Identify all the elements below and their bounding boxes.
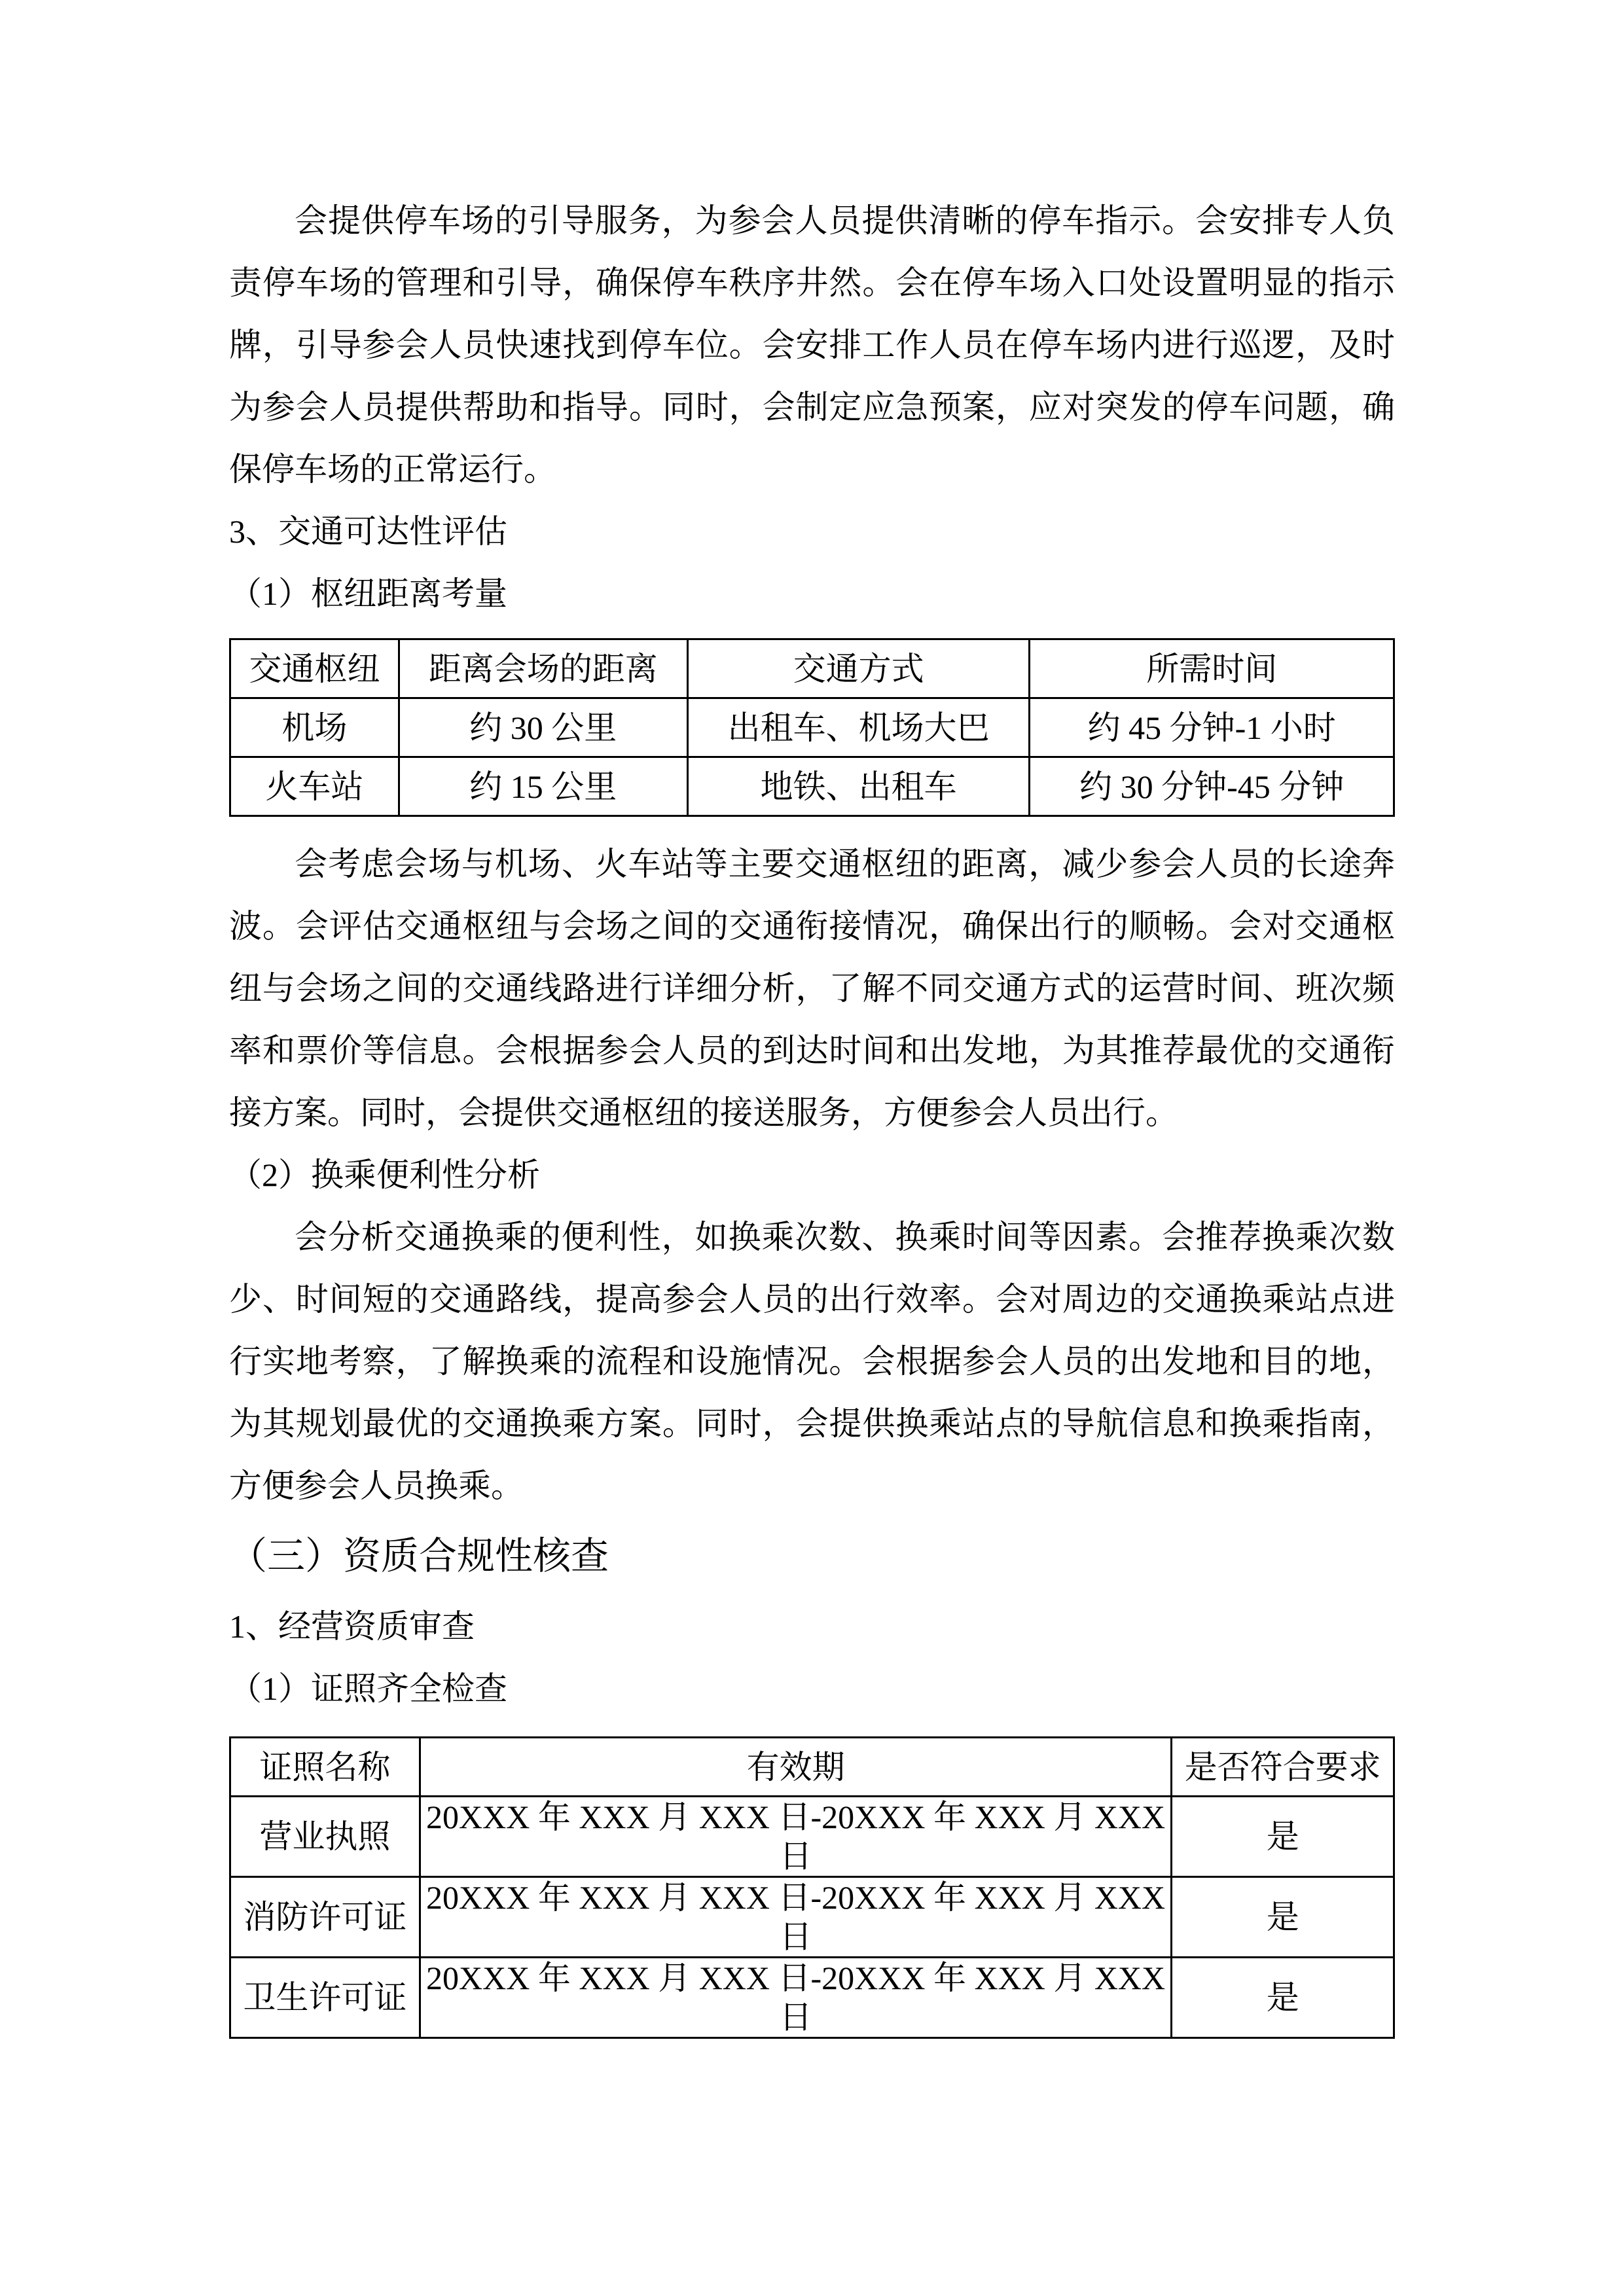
table-header-cell: 有效期 — [420, 1738, 1172, 1797]
table-cell: 约 30 分钟-45 分钟 — [1030, 757, 1394, 816]
table-header-row — [230, 1738, 1394, 1797]
transport-hub-table — [229, 638, 1395, 817]
table-cell: 火车站 — [230, 757, 399, 816]
heading-transfer-convenience: （2）换乘便利性分析 — [229, 1157, 540, 1193]
table-header-cell: 所需时间 — [1030, 639, 1394, 698]
heading-license-completeness: （1）证照齐全检查 — [229, 1670, 507, 1707]
table-row-airport — [230, 698, 1394, 757]
heading-qualification-compliance: （三）资质合规性核查 — [229, 1535, 609, 1577]
table-cell: 20XXX 年 XXX 月 XXX 日-20XXX 年 XXX 月 XXX 日 — [420, 1877, 1172, 1958]
table-header-row — [230, 639, 1394, 698]
paragraph-hub-distance: 会考虑会场与机场、火车站等主要交通枢纽的距离，减少参会人员的长途奔波。会评估交通枢纽与会场之间的交通衔接情况，确保出行的顺畅。会对交通枢纽与会场之间的交通线路进行详细分析，了解不同交通方式的运营时间、班次频率和票价等信息。会根据参会人员的到达时间和出发地，为其推荐最优的交通衔接方案。同时，会提供交通枢纽的接送服务，方便参会人员出行。 — [229, 846, 1395, 1131]
table-cell: 20XXX 年 XXX 月 XXX 日-20XXX 年 XXX 月 XXX 日 — [420, 1958, 1172, 2038]
table-row-train-station — [230, 757, 1394, 816]
heading-traffic-accessibility: 3、交通可达性评估 — [229, 513, 507, 550]
table-row-health-permit — [230, 1958, 1394, 2038]
paragraph-parking-guidance: 会提供停车场的引导服务，为参会人员提供清晰的停车指示。会安排专人负责停车场的管理和引导，确保停车秩序井然。会在停车场入口处设置明显的指示牌，引导参会人员快速找到停车位。会安排工作人员在停车场内进行巡逻，及时为参会人员提供帮助和指导。同时，会制定应急预案，应对突发的停车问题，确保停车场的正常运行。 — [229, 202, 1395, 488]
table-cell: 是 — [1172, 1958, 1394, 2038]
table-cell: 约 30 公里 — [399, 698, 687, 757]
table-cell: 消防许可证 — [230, 1877, 420, 1958]
table-header-cell: 交通方式 — [687, 639, 1030, 698]
heading-hub-distance: （1）枢纽距离考量 — [229, 575, 507, 612]
table-cell: 约 45 分钟-1 小时 — [1030, 698, 1394, 757]
table-header-cell: 距离会场的距离 — [399, 639, 687, 698]
heading-business-qualification: 1、经营资质审查 — [229, 1608, 475, 1645]
table-row-fire-permit — [230, 1877, 1394, 1958]
table-cell: 地铁、出租车 — [687, 757, 1030, 816]
table-header-cell: 交通枢纽 — [230, 639, 399, 698]
table-cell: 机场 — [230, 698, 399, 757]
table-header-cell: 证照名称 — [230, 1738, 420, 1797]
table-cell: 是 — [1172, 1797, 1394, 1877]
table-cell: 卫生许可证 — [230, 1958, 420, 2038]
table-cell: 出租车、机场大巴 — [687, 698, 1030, 757]
table-row-business-license — [230, 1797, 1394, 1877]
paragraph-transfer-convenience: 会分析交通换乘的便利性，如换乘次数、换乘时间等因素。会推荐换乘次数少、时间短的交通路线，提高参会人员的出行效率。会对周边的交通换乘站点进行实地考察，了解换乘的流程和设施情况。会根据参会人员的出发地和目的地，为其规划最优的交通换乘方案。同时，会提供换乘站点的导航信息和换乘指南，方便参会人员换乘。 — [229, 1219, 1395, 1504]
license-table — [229, 1736, 1395, 2039]
table-header-cell: 是否符合要求 — [1172, 1738, 1394, 1797]
document-content — [229, 0, 1395, 2039]
table-cell: 20XXX 年 XXX 月 XXX 日-20XXX 年 XXX 月 XXX 日 — [420, 1797, 1172, 1877]
table-cell: 营业执照 — [230, 1797, 420, 1877]
table-cell: 约 15 公里 — [399, 757, 687, 816]
table-cell: 是 — [1172, 1877, 1394, 1958]
